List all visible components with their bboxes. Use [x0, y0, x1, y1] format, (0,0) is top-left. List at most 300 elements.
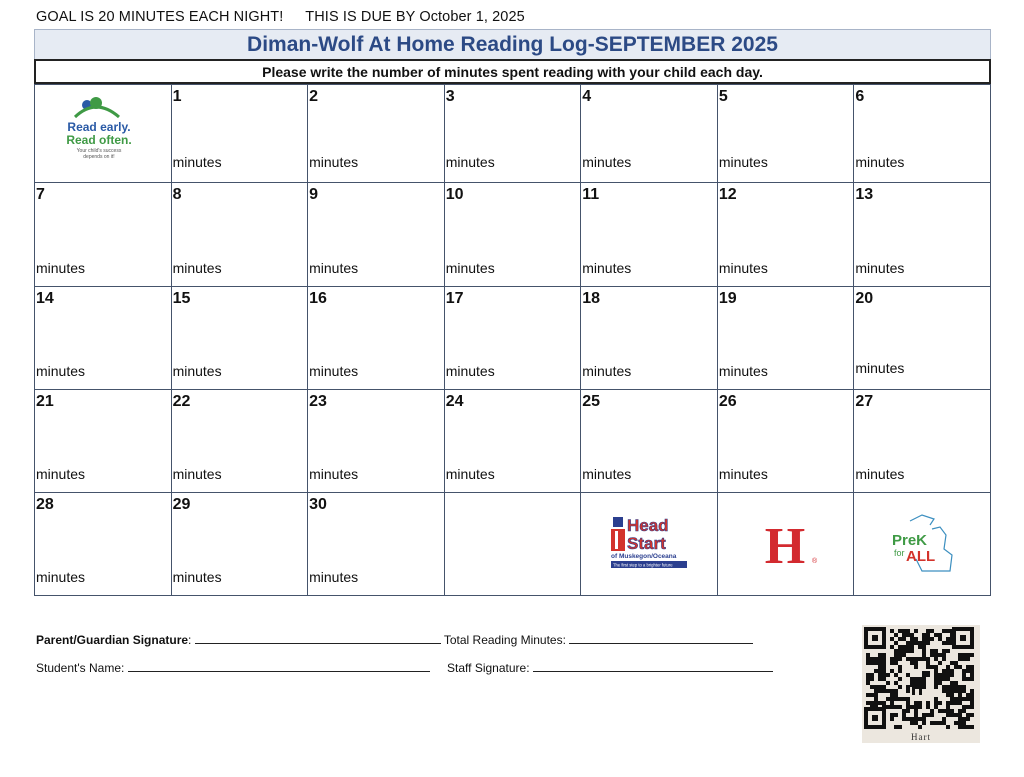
qr-module — [926, 633, 930, 637]
qr-module — [934, 633, 938, 637]
qr-module — [906, 645, 910, 649]
qr-module — [950, 689, 954, 693]
minutes-label: minutes — [309, 466, 359, 482]
minutes-label: minutes — [309, 569, 359, 585]
day-cell[interactable] — [171, 287, 308, 390]
qr-module — [934, 685, 938, 689]
qr-module — [958, 685, 962, 689]
qr-module — [910, 633, 914, 637]
day-cell[interactable] — [717, 85, 854, 183]
qr-module — [958, 657, 962, 661]
day-cell[interactable] — [854, 85, 991, 183]
head-start-logo-cell — [581, 493, 718, 596]
prek-line3: ALL — [906, 548, 936, 565]
qr-module — [902, 645, 906, 649]
qr-module — [958, 701, 962, 705]
qr-module — [878, 677, 882, 681]
qr-module — [954, 689, 958, 693]
qr-module — [870, 705, 874, 709]
qr-module — [894, 649, 898, 653]
qr-module — [926, 637, 930, 641]
qr-module — [910, 649, 914, 653]
day-cell[interactable] — [171, 390, 308, 493]
qr-module — [886, 697, 890, 701]
qr-module — [890, 645, 894, 649]
qr-module — [894, 713, 898, 717]
read-early-logo-cell — [35, 85, 172, 183]
qr-module — [966, 713, 970, 717]
qr-module — [902, 637, 906, 641]
qr-module — [910, 637, 914, 641]
qr-module — [942, 673, 946, 677]
qr-module — [938, 637, 942, 641]
prek-logo-cell — [854, 493, 991, 596]
qr-module — [898, 697, 902, 701]
minutes-label: minutes — [718, 154, 768, 170]
qr-module — [910, 661, 914, 665]
day-cell[interactable] — [171, 493, 308, 596]
qr-module — [942, 721, 946, 725]
qr-module — [914, 661, 918, 665]
qr-module — [882, 665, 886, 669]
qr-module — [954, 697, 958, 701]
footer-row-2 — [36, 659, 773, 675]
minutes-label: minutes — [855, 154, 905, 170]
total-minutes-line[interactable] — [569, 631, 753, 644]
qr-module — [870, 685, 874, 689]
qr-module — [894, 693, 898, 697]
qr-module — [866, 673, 870, 677]
qr-module — [970, 665, 974, 669]
qr-module — [950, 713, 954, 717]
qr-module — [914, 721, 918, 725]
qr-module — [882, 705, 886, 709]
day-cell[interactable] — [308, 390, 445, 493]
qr-module — [910, 641, 914, 645]
qr-module — [914, 701, 918, 705]
qr-module — [902, 717, 906, 721]
qr-module — [962, 697, 966, 701]
qr-module — [890, 713, 894, 717]
day-cell[interactable] — [308, 493, 445, 596]
qr-module — [910, 721, 914, 725]
qr-module — [950, 641, 954, 645]
qr-module — [930, 665, 934, 669]
log-instructions: Please write the number of minutes spent reading with your child each day. — [34, 59, 991, 84]
qr-module — [962, 709, 966, 713]
qr-module — [882, 657, 886, 661]
goal-text: GOAL IS 20 MINUTES EACH NIGHT! — [36, 9, 284, 25]
qr-module — [926, 629, 930, 633]
hart-logo-cell — [717, 493, 854, 596]
day-cell[interactable] — [35, 183, 172, 287]
qr-module — [934, 649, 938, 653]
qr-module — [894, 725, 898, 729]
qr-module — [922, 653, 926, 657]
qr-module — [946, 629, 950, 633]
qr-module — [934, 657, 938, 661]
qr-module — [938, 673, 942, 677]
prek-line2: for — [894, 548, 905, 558]
day-cell[interactable] — [717, 390, 854, 493]
qr-module — [950, 685, 954, 689]
qr-module — [938, 677, 942, 681]
qr-module — [870, 693, 874, 697]
qr-module — [958, 709, 962, 713]
qr-module — [886, 705, 890, 709]
qr-module — [890, 661, 894, 665]
qr-module — [942, 641, 946, 645]
qr-module — [926, 701, 930, 705]
qr-module — [970, 689, 974, 693]
head-start-block-stripe — [615, 531, 618, 549]
qr-module — [886, 681, 890, 685]
student-name-line[interactable] — [128, 659, 430, 672]
qr-module — [926, 665, 930, 669]
qr-module — [934, 653, 938, 657]
empty-cell — [444, 493, 581, 596]
qr-module — [938, 681, 942, 685]
qr-module — [942, 649, 946, 653]
day-number: 10 — [445, 186, 464, 203]
qr-module — [954, 685, 958, 689]
day-cell[interactable] — [854, 183, 991, 287]
minutes-label: minutes — [36, 466, 86, 482]
qr-module — [918, 705, 922, 709]
qr-module — [906, 705, 910, 709]
qr-module — [950, 681, 954, 685]
minutes-label: minutes — [309, 363, 359, 379]
qr-module — [930, 649, 934, 653]
qr-module — [966, 725, 970, 729]
qr-module — [922, 649, 926, 653]
day-number: 19 — [718, 290, 737, 307]
qr-module — [882, 685, 886, 689]
qr-module — [878, 653, 882, 657]
qr-module — [882, 669, 886, 673]
day-cell[interactable] — [308, 85, 445, 183]
day-cell[interactable] — [35, 390, 172, 493]
qr-module — [870, 661, 874, 665]
qr-module — [906, 657, 910, 661]
qr-module — [970, 705, 974, 709]
qr-module — [970, 725, 974, 729]
qr-module — [962, 657, 966, 661]
qr-module — [914, 657, 918, 661]
qr-module — [898, 653, 902, 657]
day-cell[interactable] — [717, 287, 854, 390]
day-number: 6 — [855, 88, 865, 105]
minutes-label: minutes — [582, 154, 632, 170]
minutes-label: minutes — [718, 466, 768, 482]
hart-logo-letter: H — [764, 518, 805, 575]
qr-module — [926, 713, 930, 717]
qr-module — [914, 705, 918, 709]
qr-module — [874, 669, 878, 673]
qr-module — [906, 717, 910, 721]
qr-module — [942, 629, 946, 633]
day-number: 28 — [36, 496, 54, 513]
qr-module — [906, 697, 910, 701]
qr-module — [966, 717, 970, 721]
qr-module — [950, 709, 954, 713]
qr-module — [914, 713, 918, 717]
qr-module — [962, 653, 966, 657]
qr-module — [922, 641, 926, 645]
parent-signature-line[interactable] — [195, 631, 441, 644]
day-number: 3 — [445, 88, 455, 105]
hart-logo — [751, 515, 821, 575]
qr-module — [894, 661, 898, 665]
qr-module — [890, 689, 894, 693]
day-cell[interactable] — [854, 390, 991, 493]
day-number: 26 — [718, 393, 737, 410]
qr-module — [906, 629, 910, 633]
qr-module — [966, 697, 970, 701]
qr-module — [866, 701, 870, 705]
qr-module — [906, 709, 910, 713]
qr-module — [902, 653, 906, 657]
qr-module — [870, 657, 874, 661]
qr-module — [886, 673, 890, 677]
qr-module — [970, 669, 974, 673]
minutes-label: minutes — [445, 154, 495, 170]
qr-module — [906, 701, 910, 705]
day-number: 16 — [309, 290, 327, 307]
qr-module — [934, 677, 938, 681]
qr-module — [946, 725, 950, 729]
day-cell[interactable] — [444, 390, 581, 493]
qr-module — [930, 721, 934, 725]
day-number: 17 — [445, 290, 464, 307]
qr-module — [898, 685, 902, 689]
day-cell[interactable] — [35, 493, 172, 596]
due-date-text: THIS IS DUE BY October 1, 2025 — [305, 9, 525, 25]
qr-module — [926, 705, 930, 709]
day-cell[interactable] — [444, 287, 581, 390]
qr-module — [878, 701, 882, 705]
qr-module — [926, 641, 930, 645]
day-cell[interactable] — [444, 85, 581, 183]
qr-module — [942, 653, 946, 657]
qr-module — [890, 697, 894, 701]
qr-module — [970, 677, 974, 681]
day-cell[interactable] — [171, 85, 308, 183]
qr-module — [890, 717, 894, 721]
qr-module — [866, 677, 870, 681]
qr-module — [942, 669, 946, 673]
qr-module — [902, 629, 906, 633]
minutes-label: minutes — [582, 466, 632, 482]
qr-module — [942, 677, 946, 681]
qr-module — [922, 645, 926, 649]
qr-module — [958, 653, 962, 657]
minutes-label: minutes — [172, 569, 222, 585]
qr-module — [962, 717, 966, 721]
qr-module — [946, 701, 950, 705]
qr-module — [922, 637, 926, 641]
qr-module — [930, 709, 934, 713]
prek-line1: PreK — [892, 532, 928, 549]
qr-module — [962, 685, 966, 689]
qr-module — [914, 629, 918, 633]
minutes-label: minutes — [445, 260, 495, 276]
qr-module — [894, 641, 898, 645]
day-cell[interactable] — [581, 287, 718, 390]
qr-module — [946, 713, 950, 717]
qr-module — [934, 673, 938, 677]
day-cell[interactable] — [308, 287, 445, 390]
qr-module — [970, 701, 974, 705]
qr-module — [890, 637, 894, 641]
qr-module — [918, 657, 922, 661]
minutes-label: minutes — [582, 363, 632, 379]
qr-module — [958, 693, 962, 697]
qr-module — [898, 629, 902, 633]
day-cell[interactable] — [717, 183, 854, 287]
qr-module — [910, 645, 914, 649]
qr-module — [962, 705, 966, 709]
qr-module — [966, 653, 970, 657]
qr-module — [954, 701, 958, 705]
parent-signature-label: Parent/Guardian Signature — [36, 633, 189, 647]
log-title: Diman-Wolf At Home Reading Log-SEPTEMBER 2025 — [34, 29, 991, 59]
qr-module — [906, 673, 910, 677]
qr-module — [918, 701, 922, 705]
read-early-tagline1: Your child's success — [76, 148, 122, 154]
qr-module — [934, 721, 938, 725]
qr-module — [866, 653, 870, 657]
qr-module — [882, 673, 886, 677]
qr-module — [922, 657, 926, 661]
qr-module — [934, 701, 938, 705]
qr-module — [906, 641, 910, 645]
day-number: 15 — [172, 290, 191, 307]
qr-module — [922, 633, 926, 637]
qr-module — [950, 693, 954, 697]
qr-module — [910, 717, 914, 721]
day-number: 18 — [582, 290, 601, 307]
minutes-label: minutes — [445, 466, 495, 482]
qr-module — [874, 689, 878, 693]
qr-module — [874, 685, 878, 689]
qr-module — [890, 629, 894, 633]
total-minutes-label: Total Reading Minutes: — [443, 633, 566, 647]
qr-module — [882, 701, 886, 705]
qr-module — [870, 677, 874, 681]
qr-module — [970, 697, 974, 701]
minutes-label: minutes — [445, 363, 495, 379]
qr-module — [890, 669, 894, 673]
staff-signature-line[interactable] — [533, 659, 773, 672]
qr-module — [890, 657, 894, 661]
head-start-line3: of Muskegon/Oceana — [611, 553, 677, 560]
minutes-label: minutes — [855, 260, 905, 276]
qr-module — [946, 705, 950, 709]
qr-module — [914, 665, 918, 669]
day-cell[interactable] — [444, 183, 581, 287]
day-cell[interactable] — [581, 85, 718, 183]
qr-module — [918, 717, 922, 721]
day-cell[interactable] — [171, 183, 308, 287]
qr-module — [866, 657, 870, 661]
qr-module — [958, 725, 962, 729]
qr-module — [962, 725, 966, 729]
day-cell[interactable] — [581, 390, 718, 493]
qr-module — [934, 697, 938, 701]
minutes-label: minutes — [172, 466, 222, 482]
qr-finder-bottom-left-center — [872, 715, 878, 721]
qr-module — [970, 673, 974, 677]
qr-module — [874, 701, 878, 705]
day-cell[interactable] — [35, 287, 172, 390]
minutes-label: minutes — [718, 363, 768, 379]
qr-module — [890, 701, 894, 705]
qr-module — [946, 709, 950, 713]
qr-module — [918, 645, 922, 649]
day-number: 8 — [172, 186, 182, 203]
minutes-label: minutes — [36, 363, 86, 379]
qr-module — [946, 665, 950, 669]
calendar-week — [35, 390, 991, 493]
qr-module — [958, 713, 962, 717]
qr-module — [958, 665, 962, 669]
qr-module — [938, 653, 942, 657]
read-early-arc — [75, 107, 119, 117]
qr-module — [874, 697, 878, 701]
calendar-week — [35, 85, 991, 183]
qr-module — [890, 705, 894, 709]
minutes-label: minutes — [36, 260, 86, 276]
minutes-label: minutes — [309, 260, 359, 276]
day-cell[interactable] — [308, 183, 445, 287]
qr-module — [934, 665, 938, 669]
qr-code[interactable] — [862, 625, 980, 743]
qr-module — [902, 709, 906, 713]
qr-module — [902, 649, 906, 653]
qr-module — [966, 657, 970, 661]
qr-module — [950, 629, 954, 633]
qr-module — [950, 637, 954, 641]
qr-module — [894, 653, 898, 657]
hart-logo-mark: ® — [811, 558, 817, 565]
qr-module — [966, 693, 970, 697]
qr-module — [898, 725, 902, 729]
parent-signature-colon: : — [188, 633, 192, 647]
qr-module — [866, 681, 870, 685]
qr-module — [962, 677, 966, 681]
minutes-label: minutes — [309, 154, 359, 170]
read-early-logo — [63, 93, 143, 173]
day-cell[interactable] — [581, 183, 718, 287]
qr-module — [894, 633, 898, 637]
reading-log — [34, 29, 991, 596]
minutes-label: minutes — [172, 260, 222, 276]
day-number: 1 — [172, 88, 182, 105]
qr-module — [910, 705, 914, 709]
qr-module — [906, 649, 910, 653]
day-number: 24 — [445, 393, 464, 410]
qr-dinosaur-icon — [910, 671, 930, 695]
day-cell[interactable] — [854, 287, 991, 390]
minutes-label: minutes — [855, 360, 905, 376]
qr-module — [890, 693, 894, 697]
qr-module — [954, 721, 958, 725]
qr-module — [910, 657, 914, 661]
read-early-line2: Read often. — [66, 133, 132, 147]
qr-module — [946, 673, 950, 677]
qr-module — [934, 705, 938, 709]
